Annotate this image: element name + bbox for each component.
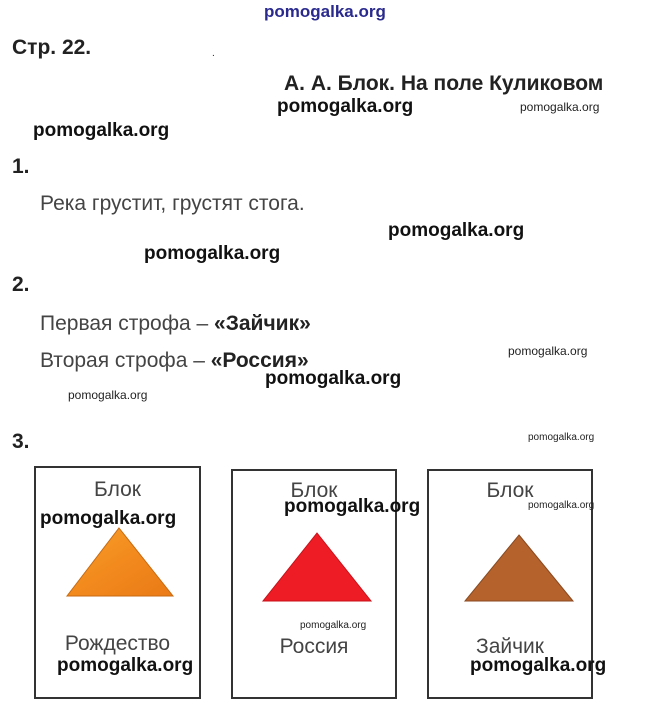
answer-2-line-1-bold: «Зайчик» (214, 312, 311, 335)
question-number-2: 2. (12, 273, 30, 296)
answer-2-line-2-prefix: Вторая строфа – (40, 349, 211, 372)
watermark: pomogalka.org (508, 344, 588, 358)
watermark: pomogalka.org (265, 368, 402, 389)
watermark-top: pomogalka.org (264, 2, 386, 21)
card-title: Блок (486, 479, 534, 502)
watermark: pomogalka.org (57, 655, 194, 676)
answer-1-text: Река грустит, грустят стога. (40, 192, 305, 215)
card-title: Блок (94, 478, 141, 501)
watermark: pomogalka.org (68, 388, 148, 402)
answer-2-line-2-bold: «Россия» (210, 349, 309, 372)
watermark: pomogalka.org (284, 496, 421, 517)
watermark: pomogalka.org (528, 500, 595, 511)
page-label: Стр. 22. (12, 36, 92, 59)
triangle-brown (463, 533, 575, 603)
triangle-orange (65, 526, 175, 598)
watermark: pomogalka.org (388, 220, 525, 241)
watermark: pomogalka.org (33, 120, 170, 141)
card-title: Блок (290, 479, 338, 502)
watermark: pomogalka.org (144, 243, 281, 264)
page-title: А. А. Блок. На поле Куликовом (284, 72, 604, 95)
watermark: pomogalka.org (277, 96, 414, 117)
card-label: Россия (279, 635, 349, 658)
watermark: pomogalka.org (40, 508, 177, 529)
answer-2-line-1 (40, 312, 311, 336)
card-label: Зайчик (476, 635, 544, 658)
triangle-red (261, 531, 373, 603)
watermark: pomogalka.org (528, 432, 595, 443)
card-label: Рождество (64, 632, 171, 655)
question-number-1: 1. (12, 155, 30, 178)
watermark: pomogalka.org (300, 620, 367, 631)
stray-dot: . (212, 48, 215, 59)
watermark: pomogalka.org (520, 100, 600, 114)
watermark: pomogalka.org (470, 655, 607, 676)
answer-2-line-1-prefix: Первая строфа – (40, 312, 215, 335)
question-number-3: 3. (12, 430, 30, 453)
